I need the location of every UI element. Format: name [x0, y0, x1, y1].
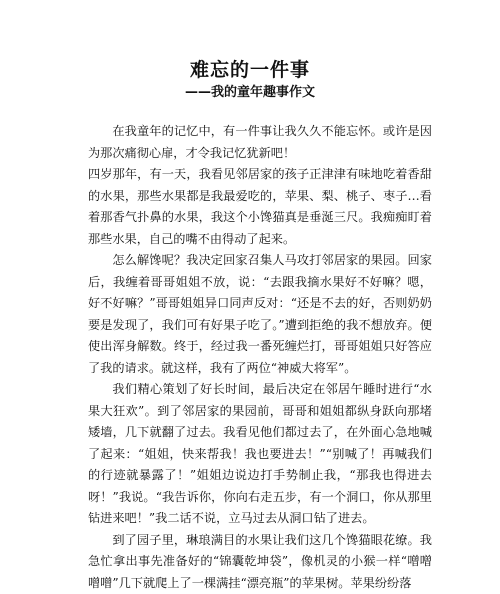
paragraph: 我们精心策划了好长时间，最后决定在邻居午睡时进行“水果大狂欢”。到了邻居家的果园前，哥哥和姐姐都纵身跃向那堵矮墙，几下就翻了过去。我看见他们都过去了，在外面心急地喊了起来：“姐姐，快来帮我！我也要进去！”“别喊了！再喊我们的行迹就暴露了！”姐姐边说边打手势制止我，“那我也得进去呀！”我说。“我告诉你，你向右走五步，有一个洞口，你从那里钻进来吧！”我二话不说，立马过去从洞口钻了进去。 — [88, 379, 432, 530]
article-subtitle: ——我的童年趣事作文 — [0, 84, 500, 102]
paragraph: 怎么解馋呢？我决定回家召集人马攻打邻居家的果园。回家后，我缠着哥哥姐姐不放，说：“去跟我摘水果好不好嘛？嗯，好不好嘛？”哥哥姐姐异口同声反对：“还是不去的好，否则奶奶要是发现了，我们可有好果子吃了。”遭到拒绝的我不想放弃。便使出浑身解数。终于，经过我一番死缠烂打，哥哥姐姐只好答应了我的请求。就这样，我有了两位“神威大将军”。 — [88, 250, 432, 379]
paragraph: 在我童年的记忆中，有一件事让我久久不能忘怀。或许是因为那次痛彻心扉，才令我记忆犹新吧！ — [88, 121, 432, 164]
paragraph: 到了园子里，琳琅满目的水果让我们这几个馋猫眼花缭。我急忙拿出事先准备好的“锦囊乾坤袋”，像机灵的小猴一样“噌噌噌噌”几下就爬上了一棵满挂“漂亮瓶”的苹果树。苹果纷纷落 — [88, 530, 432, 594]
article-body — [88, 121, 432, 594]
article-title: 难忘的一件事 — [0, 58, 500, 82]
paragraph: 四岁那年，有一天，我看见邻居家的孩子正津津有味地吃着香甜的水果，那些水果都是我最爱吃的，苹果、梨、桃子、枣子…看着那香气扑鼻的水果，我这个小馋猫真是垂涎三尺。我痴痴盯着那些水果，自己的嘴不由得动了起来。 — [88, 164, 432, 250]
